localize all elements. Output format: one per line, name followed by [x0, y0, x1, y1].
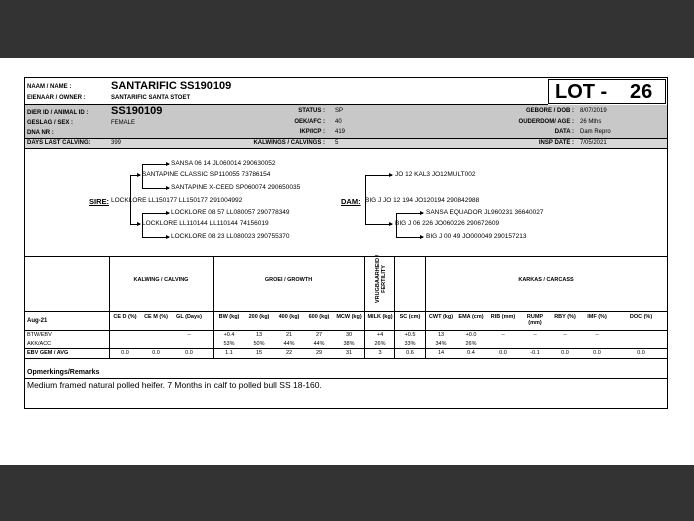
ebv-date: Aug-21	[27, 318, 48, 324]
ebv-col-header: EMA (cm)	[458, 314, 484, 320]
ebv-row-label: BTW/EBV	[27, 332, 52, 338]
ebv-cell: 33%	[404, 341, 416, 347]
ebv-cell: 21	[285, 332, 293, 338]
ebv-cell: -0.1	[530, 350, 540, 356]
ebv-cell: 0.6	[406, 350, 414, 356]
ebv-cell: 0.0	[121, 350, 129, 356]
ebv-cell: --	[595, 332, 599, 338]
dob-label: GEBORE / DOB :	[525, 108, 574, 114]
ebv-col-header: RUMP (mm)	[526, 314, 544, 326]
dam-dam: BIG J 06 226 JO060226 290672609	[395, 220, 500, 227]
ebv-col-header: CE M (%)	[144, 314, 168, 320]
sex-value: FEMALE	[111, 120, 136, 126]
sire-sire-dam: SANTAPINE X-CEED SP060074 290650035	[171, 184, 301, 191]
afc-label: OEK/AFC :	[294, 119, 325, 125]
lot-number: 26	[630, 81, 653, 103]
age-value: 26 Mths	[580, 119, 602, 125]
remarks-label: Opmerkings/Remarks	[27, 369, 100, 376]
dob-value: 8/07/2019	[580, 108, 607, 114]
afc-value: 40	[335, 119, 342, 125]
name-label: NAAM / NAME :	[27, 84, 72, 90]
ebv-cell: 50%	[253, 341, 265, 347]
sire-sire-sire: SANSA 06 14 JL060014 290630052	[171, 160, 276, 167]
owner-label: EIENAAR / OWNER :	[27, 95, 86, 101]
ebv-col-header: DOC (%)	[629, 314, 653, 320]
ebv-cell: +0.0	[465, 332, 477, 338]
calvings-label: KALWINGS / CALVINGS :	[253, 140, 325, 146]
ebv-cell: 0.0	[185, 350, 193, 356]
ebv-row-label: EBV GEM / AVG	[27, 350, 69, 356]
ebv-col-header: 600 (kg)	[308, 314, 330, 320]
data-value: Dam Repro	[580, 129, 611, 135]
ebv-cell: 13	[437, 332, 445, 338]
ebv-col-header: 200 (kg)	[248, 314, 270, 320]
ebv-cell: 53%	[223, 341, 235, 347]
sire-sire: SANTAPINE CLASSIC SP110055 73786154	[142, 171, 271, 178]
ebv-cell: 13	[255, 332, 263, 338]
sire-label: SIRE:	[89, 197, 110, 206]
ebv-cell: 1.1	[225, 350, 233, 356]
fertility-group-header: VRUGBAARHEID / FERTILITY	[375, 255, 387, 303]
ebv-col-header: CE D (%)	[113, 314, 137, 320]
ebv-cell: 27	[315, 332, 323, 338]
ebv-cell: 26%	[465, 341, 477, 347]
ebv-cell: 29	[315, 350, 323, 356]
ebv-cell: 0.4	[467, 350, 475, 356]
age-label: OUDERDOM/ AGE :	[518, 119, 574, 125]
sire: LOCKLORE LL150177 LL150177 291004992	[111, 197, 243, 204]
ebv-col-header: MILK (kg)	[367, 314, 393, 320]
insp-value: 7/05/2021	[580, 140, 607, 146]
data-label: DATA :	[554, 129, 574, 135]
ebv-cell: 26%	[374, 341, 386, 347]
ebv-col-header: 400 (kg)	[278, 314, 300, 320]
ebv-cell: --	[187, 332, 191, 338]
dam: BIG J JO 12 194 JO120194 290842988	[365, 197, 480, 204]
remarks-text: Medium framed natural polled heifer. 7 Months in calf to polled bull SS 18-160.	[27, 380, 322, 390]
ebv-cell: 3	[378, 350, 382, 356]
sire-dam-sire: LOCKLORE 08 57 LL080057 290778349	[171, 209, 290, 216]
carcass-group-header: KARKAS / CARCASS	[518, 277, 574, 283]
top-dark-band	[0, 0, 694, 58]
sire-dam: LOCKLORE LL110144 LL110144 74156019	[142, 220, 269, 227]
dam-dam-sire: SANSA EQUADOR JL960231 36640027	[426, 209, 544, 216]
icp-label: IKP/ICP :	[299, 129, 325, 135]
ebv-cell: 0.0	[593, 350, 601, 356]
bottom-dark-band	[0, 465, 694, 521]
ebv-col-header: GL (Days)	[176, 314, 202, 320]
lot-box	[548, 79, 666, 104]
ebv-cell: --	[533, 332, 537, 338]
ebv-cell: --	[501, 332, 505, 338]
status-value: SP	[335, 108, 344, 114]
ebv-col-header: SC (cm)	[399, 314, 421, 320]
icp-value: 419	[335, 129, 346, 135]
ebv-cell: 22	[285, 350, 293, 356]
ebv-cell: 44%	[313, 341, 325, 347]
lot-card	[24, 77, 668, 409]
ebv-cell: 0.0	[152, 350, 160, 356]
ebv-cell: 0.0	[637, 350, 645, 356]
sire-dam-dam: LOCKLORE 08 23 LL080023 290755370	[171, 233, 290, 240]
ebv-cell: 38%	[343, 341, 355, 347]
dam-dam-dam: BIG J 00 49 JO000049 290157213	[426, 233, 527, 240]
calving-group-header: KALWING / CALVING	[133, 277, 189, 283]
dam-sire: JO 12 KAL3 JO12MULT002	[395, 171, 476, 178]
ebv-cell: +0.5	[404, 332, 416, 338]
owner-name: SANTARIFIC SANTA STOET	[111, 95, 191, 101]
ebv-row-label: AKK/ACC	[27, 341, 52, 347]
dam-label: DAM:	[341, 197, 361, 206]
ebv-cell: 30	[345, 332, 353, 338]
ebv-col-header: IMF (%)	[587, 314, 607, 320]
ebv-cell: 14	[437, 350, 445, 356]
animal-name: SANTARIFIC SS190109	[111, 80, 232, 92]
ebv-col-header: MCW (kg)	[336, 314, 362, 320]
ebv-cell: 15	[255, 350, 263, 356]
ebv-cell: 31	[345, 350, 353, 356]
ebv-cell: 44%	[283, 341, 295, 347]
status-label: STATUS :	[298, 108, 325, 114]
ebv-cell: +4	[376, 332, 384, 338]
ebv-col-header: BW (kg)	[218, 314, 240, 320]
animal-id-label: DIER ID / ANIMAL ID :	[27, 110, 89, 116]
dna-label: DNA NR :	[27, 130, 54, 136]
ebv-col-header: RBY (%)	[554, 314, 576, 320]
lot-label: LOT -	[555, 81, 608, 103]
ebv-col-header: CWT (kg)	[428, 314, 454, 320]
ebv-cell: 0.0	[561, 350, 569, 356]
insp-label: INSP DATE :	[538, 140, 574, 146]
calvings-value: 5	[335, 140, 339, 146]
growth-group-header: GROEI / GROWTH	[264, 277, 313, 283]
ebv-cell: --	[563, 332, 567, 338]
days-calving-label: DAYS LAST CALVING:	[27, 140, 91, 146]
days-calving-value: 399	[111, 140, 122, 146]
sex-label: GESLAG / SEX :	[27, 120, 74, 126]
ebv-cell: 34%	[435, 341, 447, 347]
animal-id: SS190109	[111, 105, 163, 117]
ebv-cell: +0.4	[223, 332, 235, 338]
ebv-cell: 0.0	[499, 350, 507, 356]
ebv-col-header: RIB (mm)	[490, 314, 516, 320]
